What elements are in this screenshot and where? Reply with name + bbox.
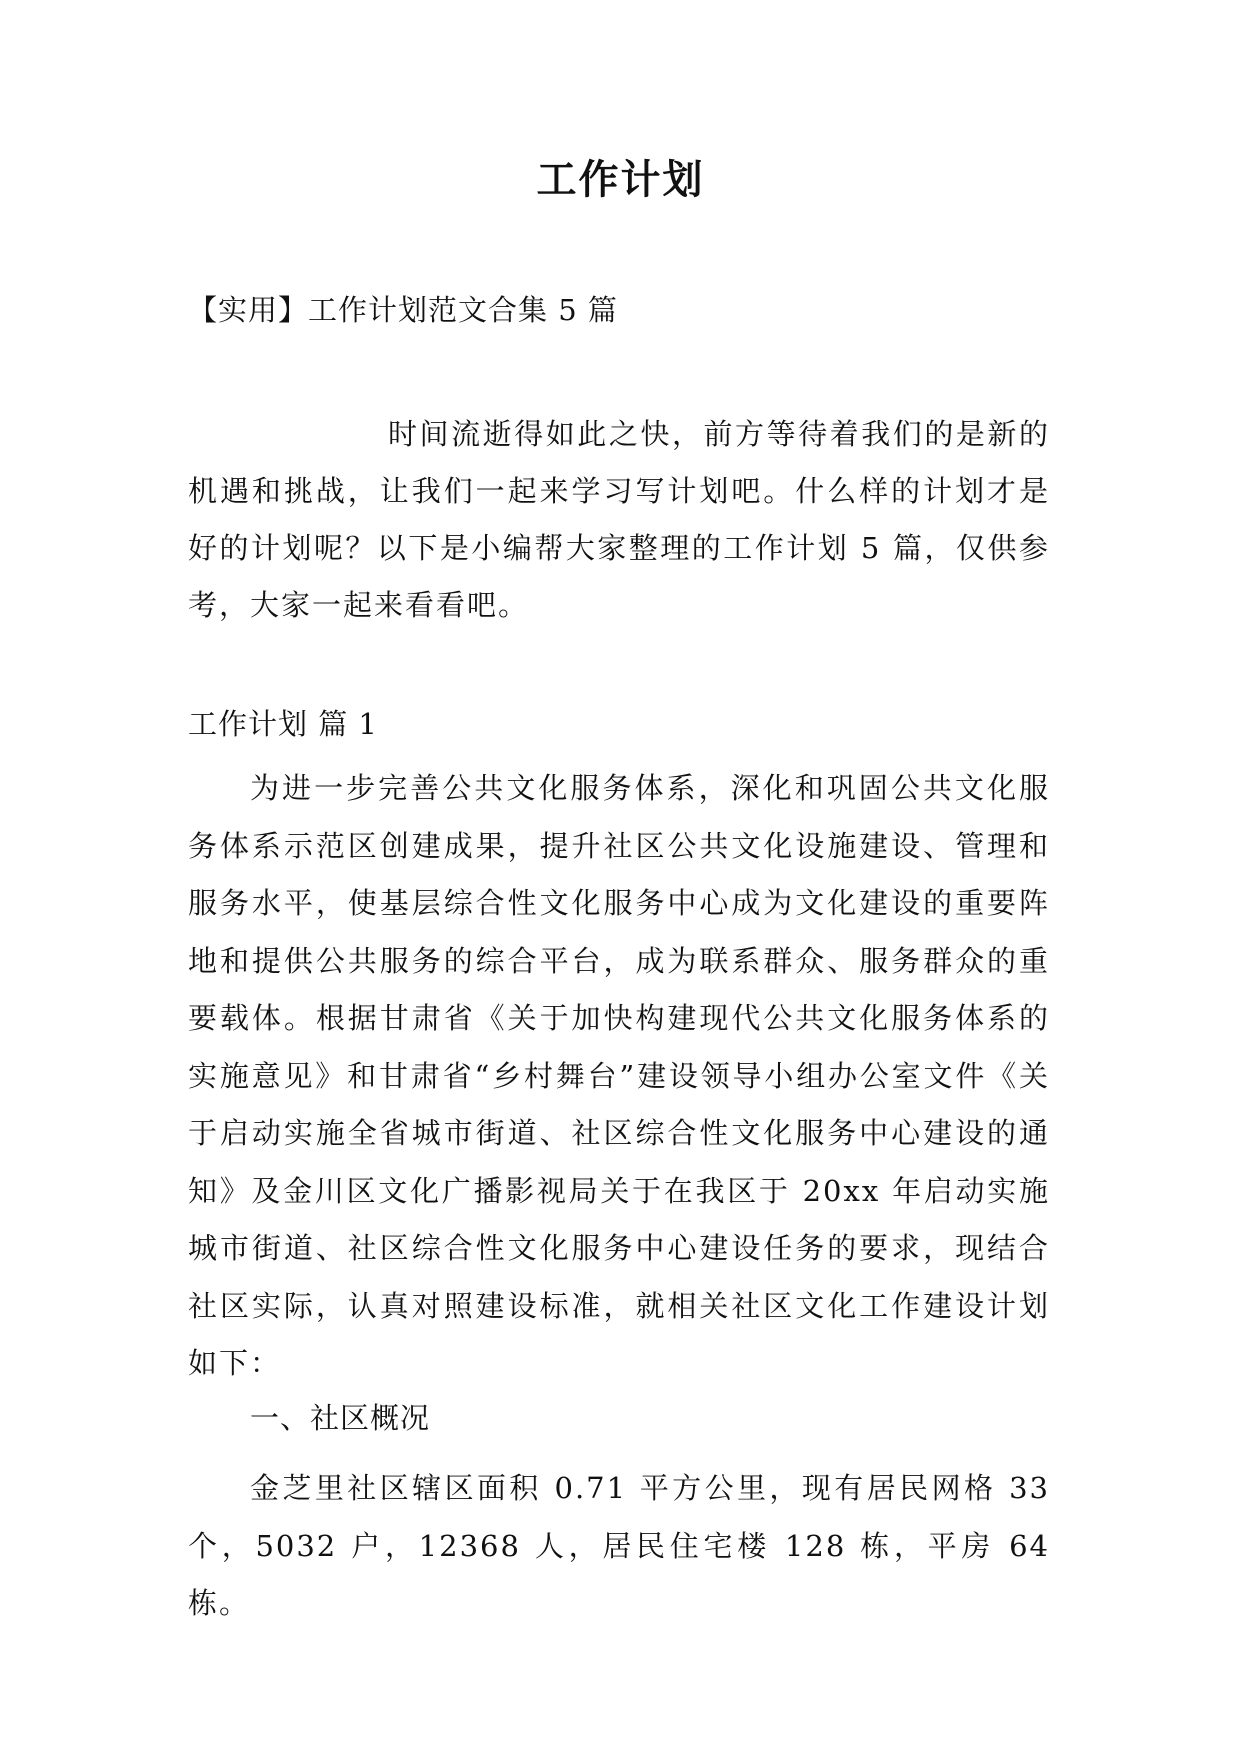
section-heading: 工作计划 篇 1	[188, 707, 378, 741]
body-paragraph-2: 金芝里社区辖区面积 0.71 平方公里，现有居民网格 33 个，5032 户，12368 人，居民住宅楼 128 栋，平房 64 栋。	[188, 1471, 1050, 1620]
intro-paragraph: 时间流逝得如此之快，前方等待着我们的是新的机遇和挑战，让我们一起来学习写计划吧。什么样的计划才是好的计划呢？以下是小编帮大家整理的工作计划 5 篇，仅供参考，大家一起来看看吧。	[188, 417, 1050, 622]
body-paragraph-1: 为进一步完善公共文化服务体系，深化和巩固公共文化服务体系示范区创建成果，提升社区公共文化设施建设、管理和服务水平，使基层综合性文化服务中心成为文化建设的重要阵地和提供公共服务的综合平台，成为联系群众、服务群众的重要载体。根据甘肃省《关于加快构建现代公共文化服务体系的实施意见》和甘肃省“乡村舞台”建设领导小组办公室文件《关于启动实施全省城市街道、社区综合性文化服务中心建设的通知》及金川区文化广播影视局关于在我区于 20xx 年启动实施城市街道、社区综合性文化服务中心建设任务的要求，现结合社区实际，认真对照建设标准，就相关社区文化工作建设计划如下：	[188, 771, 1050, 1380]
document-subtitle: 【实用】工作计划范文合集 5 篇	[188, 293, 618, 327]
document-title: 工作计划	[536, 157, 705, 203]
sub-heading-community-overview: 一、社区概况	[250, 1401, 431, 1435]
